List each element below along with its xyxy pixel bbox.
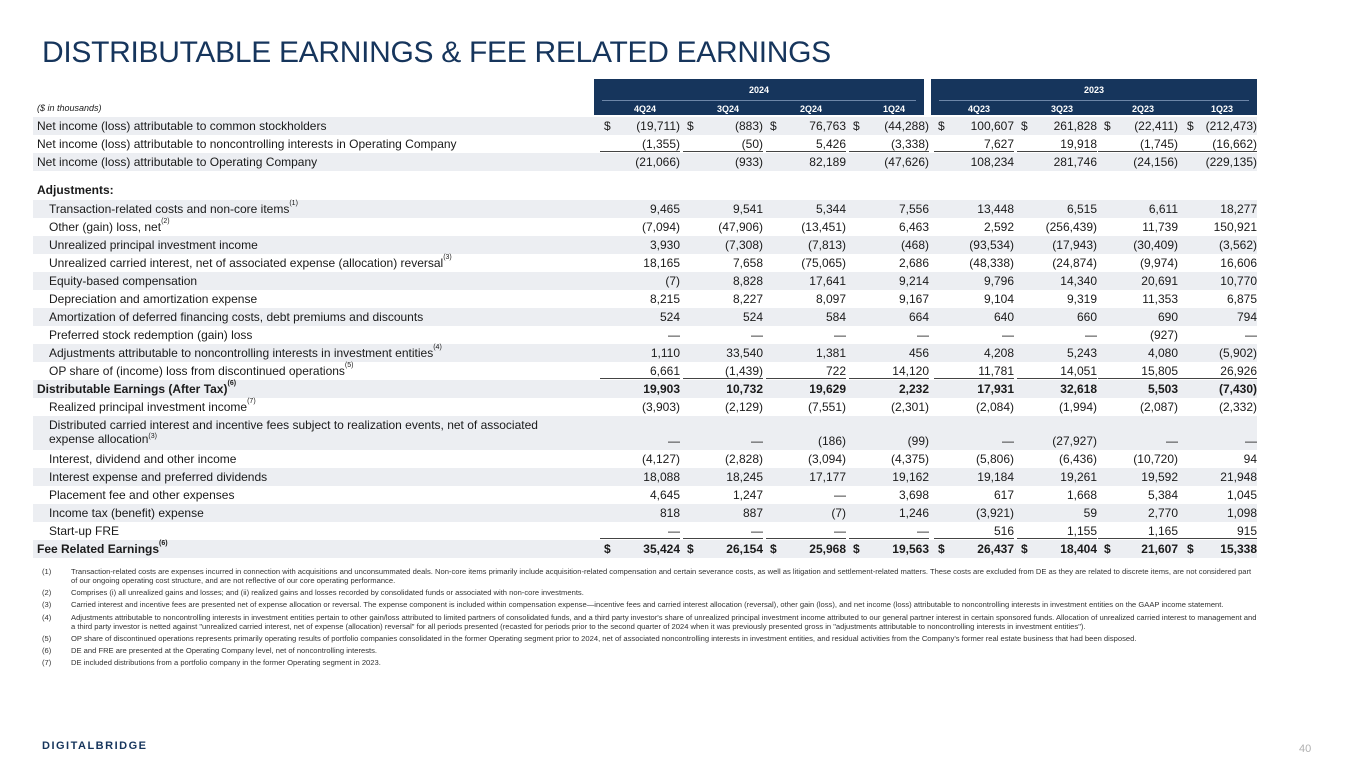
year-divider (602, 100, 916, 101)
cell-value: (2,087) (1139, 400, 1178, 414)
cell-value: (7,094) (641, 220, 680, 234)
cell-value: (883) (734, 119, 763, 133)
adjustments-heading: Adjustments: (37, 183, 114, 197)
cell-value: — (1085, 328, 1097, 342)
cell-value: 21,948 (1220, 470, 1257, 484)
cell-value: 818 (659, 506, 680, 520)
quarter-header-2Q24: 2Q24 (799, 104, 822, 114)
row-label: Placement fee and other expenses (49, 488, 235, 502)
cell-value: 887 (742, 506, 763, 520)
footnote-number: (4) (42, 612, 52, 622)
cell-value: 19,629 (809, 382, 846, 396)
cell-value: (75,065) (801, 256, 846, 270)
quarter-header-4Q24: 4Q24 (633, 104, 656, 114)
table-row (33, 308, 1257, 326)
cell-value: 26,926 (1177, 364, 1257, 379)
cell-value: 2,592 (983, 220, 1014, 234)
table-row (33, 254, 1257, 272)
cell-value: (2,084) (975, 400, 1014, 414)
cell-value: 9,541 (732, 202, 763, 216)
footnote-text: DE included distributions from a portfolio company in the former Operating segment in 2023. (71, 658, 381, 668)
cell-value: 19,918 (1017, 137, 1097, 152)
cell-value: 82,189 (809, 155, 846, 169)
cell-value: 15,805 (1098, 364, 1178, 379)
footnote (42, 600, 1257, 609)
footnote-text: OP share of discontinued operations represents primarily operating results of portfolio companies consolidated in the former Operating segment prior to 2024, net of associated noncontrolling interests in investment entities, and residual activities from the Company's former real estate business that had been disposed. (71, 633, 1137, 643)
dollar-sign: $ (938, 119, 945, 133)
cell-value: 14,051 (1017, 364, 1097, 379)
cell-value: 13,448 (977, 202, 1014, 216)
cell-value: 2,232 (898, 382, 929, 396)
table-row (33, 416, 1257, 450)
cell-value: 664 (908, 310, 929, 324)
dollar-sign: $ (687, 542, 694, 556)
cell-value: (3,094) (807, 452, 846, 466)
cell-value: (933) (734, 155, 763, 169)
cell-value: — (1166, 434, 1178, 448)
table-row (33, 153, 1257, 171)
digitalbridge-logo: DIGITALBRIDGE (42, 740, 148, 752)
table-row (33, 326, 1257, 344)
cell-value: — (1245, 434, 1257, 448)
cell-value: (5,902) (1218, 346, 1257, 360)
footnote-number: (3) (42, 600, 52, 610)
cell-value: (4,375) (890, 452, 929, 466)
cell-value: 6,875 (1226, 292, 1257, 306)
cell-value: 33,540 (726, 346, 763, 360)
cell-value: (48,338) (969, 256, 1014, 270)
row-label: Distributable Earnings (After Tax)$^{(6)}$ (37, 380, 237, 396)
cell-value: (99) (907, 434, 929, 448)
table-row (33, 504, 1257, 522)
cell-value: 19,903 (643, 382, 680, 396)
quarter-header-4Q23: 4Q23 (967, 104, 990, 114)
cell-value: 4,080 (1147, 346, 1178, 360)
cell-value: 584 (825, 310, 846, 324)
cell-value: — (668, 328, 680, 342)
cell-value: 6,661 (600, 364, 680, 379)
row-label: Amortization of deferred financing costs, debt premiums and discounts (49, 310, 424, 324)
quarter-header-3Q24: 3Q24 (716, 104, 739, 114)
cell-value: (21,066) (635, 155, 680, 169)
row-label: OP share of (income) loss from discontinued operations$^{(5)}$ (49, 362, 354, 378)
cell-value: (24,156) (1133, 155, 1178, 169)
cell-value: (5,806) (975, 452, 1014, 466)
cell-value: 1,098 (1226, 506, 1257, 520)
cell-value: (7,430) (1218, 382, 1257, 396)
row-label: Adjustments attributable to noncontrolling interests in investment entities$^{(4)}$ (49, 344, 442, 360)
cell-value: (47,906) (718, 220, 763, 234)
table-row (33, 290, 1257, 308)
row-label: Equity-based compensation (49, 274, 198, 288)
cell-value: 17,177 (809, 470, 846, 484)
cell-value: (16,662) (1177, 137, 1257, 152)
dollar-sign: $ (853, 542, 860, 556)
cell-value: 19,162 (892, 470, 929, 484)
cell-value: 20,691 (1141, 274, 1178, 288)
cell-value: 18,088 (643, 470, 680, 484)
table-row (33, 236, 1257, 254)
table-row (33, 200, 1257, 218)
year-label: 2024 (748, 85, 770, 95)
cell-value: 261,828 (1053, 119, 1097, 133)
table-row (33, 398, 1257, 416)
cell-value: 7,556 (898, 202, 929, 216)
cell-value: (4,127) (641, 452, 680, 466)
cell-value: (6,436) (1058, 452, 1097, 466)
cell-value: 35,424 (643, 542, 680, 556)
cell-value: (1,355) (600, 137, 680, 152)
cell-value: 19,184 (977, 470, 1014, 484)
quarter-header-3Q23: 3Q23 (1050, 104, 1073, 114)
cell-value: 1,155 (1017, 524, 1097, 539)
year-label: 2023 (1083, 85, 1105, 95)
cell-value: (93,534) (969, 238, 1014, 252)
cell-value: 640 (993, 310, 1014, 324)
cell-value: 722 (766, 364, 846, 379)
cell-value: 9,465 (649, 202, 680, 216)
cell-value: (50) (683, 137, 763, 152)
cell-value: 1,110 (650, 346, 680, 360)
cell-value: (19,711) (636, 119, 680, 133)
cell-value: — (1002, 328, 1014, 342)
cell-value: 9,214 (898, 274, 929, 288)
table-row (33, 486, 1257, 504)
footnote-text: Comprises (i) all unrealized gains and losses; and (ii) realized gains and losses recorded by consolidated funds or associated with non-core investments. (71, 588, 584, 598)
cell-value: (212,473) (1205, 119, 1257, 133)
cell-value: 8,828 (732, 274, 763, 288)
cell-value: 1,246 (898, 506, 929, 520)
row-label: Distributed carried interest and incentive fees subject to realization events, net of associated expense allocation$^{(3)}$ (49, 418, 538, 446)
row-label: Transaction-related costs and non-core items$^{(1)}$ (49, 200, 298, 216)
cell-value: 617 (993, 488, 1014, 502)
cell-value: 5,503 (1147, 382, 1178, 396)
dollar-sign: $ (1021, 119, 1028, 133)
cell-value: 1,165 (1098, 524, 1178, 539)
year-header-2023 (931, 79, 1257, 115)
cell-value: — (1002, 434, 1014, 448)
footnote-number: (7) (42, 658, 52, 668)
dollar-sign: $ (1104, 119, 1111, 133)
footnote-text: DE and FRE are presented at the Operating Company level, net of noncontrolling interests. (71, 645, 378, 655)
row-label: Income tax (benefit) expense (49, 506, 204, 520)
cell-value: 456 (908, 346, 929, 360)
year-header-2024 (594, 79, 924, 115)
row-label: Fee Related Earnings$^{(6)}$ (37, 540, 168, 556)
cell-value: — (834, 488, 846, 502)
cell-value: (7,813) (807, 238, 846, 252)
cell-value: 2,686 (898, 256, 929, 270)
cell-value: 11,781 (934, 364, 1014, 379)
footnote (42, 567, 1257, 585)
cell-value: — (751, 328, 763, 342)
cell-value: 660 (1076, 310, 1097, 324)
table-row (33, 468, 1257, 486)
cell-value: 7,627 (934, 137, 1014, 152)
cell-value: (3,903) (641, 400, 680, 414)
cell-value: 524 (659, 310, 680, 324)
cell-value: — (1245, 328, 1257, 342)
cell-value: (2,332) (1218, 400, 1257, 414)
cell-value: 6,515 (1066, 202, 1097, 216)
cell-value: 5,426 (766, 137, 846, 152)
cell-value: — (600, 524, 680, 539)
cell-value: (186) (817, 434, 846, 448)
table-row (33, 540, 1257, 558)
footnote-ref: (3) (148, 433, 157, 440)
cell-value: (3,562) (1218, 238, 1257, 252)
footnote (42, 658, 1257, 667)
footnote-ref: (6) (227, 380, 237, 387)
cell-value: 8,215 (649, 292, 680, 306)
footnote-ref: (2) (161, 218, 170, 225)
cell-value: 4,208 (983, 346, 1014, 360)
cell-value: — (751, 434, 763, 448)
cell-value: (7,308) (724, 238, 763, 252)
row-label: Start-up FRE (49, 524, 120, 538)
row-label: Preferred stock redemption (gain) loss (49, 328, 253, 342)
cell-value: 10,732 (726, 382, 763, 396)
cell-value: (3,921) (975, 506, 1014, 520)
cell-value: 14,120 (849, 364, 929, 379)
cell-value: — (917, 328, 929, 342)
footnote-text: Adjustments attributable to noncontrolling interests in investment entities pertain to other gain/loss attributed to limited partners of consolidated funds, and a third party investor's share of unrealized principal investment income attributed to our general partner interest in certain sponsored funds. Allocation of unrealized carried interest to management and a third party investor is netted against "unrealized carried interest, net of expense (allocation) reversal" for all periods presented (recasted for periods prior to the second quarter of 2024 when it was previously presented gross in "adjustments attributable to noncontrolling interests in investment entities"). (71, 612, 1257, 631)
cell-value: 11,353 (1142, 292, 1178, 306)
cell-value: — (766, 524, 846, 539)
cell-value: 9,319 (1066, 292, 1097, 306)
cell-value: 94 (1243, 452, 1257, 466)
cell-value: (44,288) (884, 119, 929, 133)
cell-value: 11,739 (1142, 220, 1178, 234)
cell-value: 794 (1236, 310, 1257, 324)
cell-value: (256,439) (1045, 220, 1097, 234)
dollar-sign: $ (770, 119, 777, 133)
dollar-sign: $ (1187, 119, 1194, 133)
cell-value: — (668, 434, 680, 448)
quarter-header-2Q23: 2Q23 (1131, 104, 1154, 114)
cell-value: 16,606 (1220, 256, 1257, 270)
dollar-sign: $ (938, 542, 945, 556)
footnote-text: Carried interest and incentive fees are presented net of expense allocation or reversal. The expense component is included within compensation expense—incentive fees and carried interest allocation (reversal), other gain (loss), and net income (loss) attributable to noncontrolling interests in investment entities on the GAAP income statement. (71, 600, 1224, 610)
page-title: DISTRIBUTABLE EARNINGS & FEE RELATED EARNINGS (42, 36, 831, 69)
cell-value: 32,618 (1060, 382, 1097, 396)
row-label: Other (gain) loss, net$^{(2)}$ (49, 218, 170, 234)
cell-value: 100,607 (970, 119, 1014, 133)
row-label: Unrealized carried interest, net of associated expense (allocation) reversal$^{(3)}$ (49, 254, 452, 270)
table-row (33, 362, 1257, 380)
cell-value: (24,874) (1052, 256, 1097, 270)
dollar-sign: $ (1104, 542, 1111, 556)
cell-value: 108,234 (970, 155, 1014, 169)
footnote (42, 613, 1257, 631)
cell-value: — (683, 524, 763, 539)
cell-value: (30,409) (1133, 238, 1178, 252)
table-row (33, 218, 1257, 236)
footnote-ref: (5) (344, 362, 354, 369)
quarter-header-1Q23: 1Q23 (1210, 104, 1233, 114)
cell-value: 59 (1083, 506, 1097, 520)
row-label: Interest, dividend and other income (49, 452, 237, 466)
row-label: Net income (loss) attributable to common stockholders (37, 119, 327, 133)
cell-value: 9,104 (983, 292, 1014, 306)
cell-value: 7,658 (732, 256, 763, 270)
year-divider (939, 100, 1249, 101)
footnote-ref: (6) (159, 540, 168, 547)
cell-value: 14,340 (1060, 274, 1097, 288)
dollar-sign: $ (604, 119, 611, 133)
footnote-text: Transaction-related costs are expenses incurred in connection with acquisitions and unconsummated deals. Non-core items primarily include acquisition-related compensation and certain severance costs, as well as litigation and settlement-related matters. These costs are excluded from DE as they are related to discrete items, are not considered part of our ongoing operating cost structure, and are not reflective of our core operating performance. (71, 567, 1252, 585)
cell-value: 8,097 (815, 292, 846, 306)
footnote-ref: (7) (247, 398, 256, 405)
cell-value: 15,338 (1220, 542, 1257, 556)
cell-value: (927) (1149, 328, 1178, 342)
footnote-ref: (4) (433, 344, 442, 351)
cell-value: 1,381 (815, 346, 846, 360)
cell-value: (7) (665, 274, 680, 288)
cell-value: 76,763 (809, 119, 846, 133)
cell-value: 281,746 (1053, 155, 1097, 169)
cell-value: (47,626) (884, 155, 929, 169)
dollar-sign: $ (853, 119, 860, 133)
cell-value: 18,277 (1220, 202, 1257, 216)
footnote-ref: (1) (289, 200, 298, 207)
cell-value: 18,165 (643, 256, 680, 270)
table-row (33, 344, 1257, 362)
cell-value: (2,828) (724, 452, 763, 466)
cell-value: (27,927) (1052, 434, 1097, 448)
cell-value: 6,611 (1148, 202, 1178, 216)
footnote-number: (6) (42, 645, 52, 655)
row-label: Net income (loss) attributable to Operating Company (37, 155, 318, 169)
footnote-number: (1) (42, 567, 52, 576)
cell-value: (17,943) (1052, 238, 1097, 252)
footnote-number: (5) (42, 633, 52, 643)
cell-value: 1,247 (732, 488, 763, 502)
table-row (33, 522, 1257, 540)
cell-value: (3,338) (849, 137, 929, 152)
cell-value: 10,770 (1220, 274, 1257, 288)
row-label: Realized principal investment income$^{(7)}$ (49, 398, 256, 414)
cell-value: 26,154 (726, 542, 763, 556)
cell-value: 5,384 (1147, 488, 1178, 502)
cell-value: (22,411) (1134, 119, 1178, 133)
row-label: Depreciation and amortization expense (49, 292, 258, 306)
table-row (33, 135, 1257, 153)
dollar-sign: $ (1021, 542, 1028, 556)
cell-value: 915 (1177, 524, 1257, 539)
dollar-sign: $ (604, 542, 611, 556)
cell-value: (10,720) (1133, 452, 1178, 466)
dollar-sign: $ (687, 119, 694, 133)
cell-value: 25,968 (809, 542, 846, 556)
footnotes (42, 567, 1257, 670)
cell-value: (9,974) (1139, 256, 1178, 270)
cell-value: 150,921 (1213, 220, 1257, 234)
cell-value: 6,463 (898, 220, 929, 234)
cell-value: (1,745) (1098, 137, 1178, 152)
cell-value: 19,261 (1060, 470, 1097, 484)
table-row (33, 117, 1257, 135)
cell-value: 21,607 (1141, 542, 1178, 556)
cell-value: 5,243 (1066, 346, 1097, 360)
cell-value: 516 (934, 524, 1014, 539)
cell-value: 3,930 (649, 238, 680, 252)
cell-value: (2,129) (724, 400, 763, 414)
cell-value: 18,404 (1060, 542, 1097, 556)
footnote (42, 634, 1257, 643)
cell-value: (229,135) (1205, 155, 1257, 169)
cell-value: 18,245 (726, 470, 763, 484)
row-label: Unrealized principal investment income (49, 238, 258, 252)
cell-value: (7) (831, 506, 846, 520)
table-row (33, 272, 1257, 290)
cell-value: 1,045 (1226, 488, 1257, 502)
cell-value: 690 (1157, 310, 1178, 324)
units-note: ($ in thousands) (37, 103, 102, 113)
cell-value: 17,641 (809, 274, 846, 288)
cell-value: (13,451) (801, 220, 846, 234)
cell-value: (2,301) (890, 400, 929, 414)
cell-value: 2,770 (1147, 506, 1178, 520)
cell-value: 1,668 (1066, 488, 1097, 502)
cell-value: (1,439) (683, 364, 763, 379)
cell-value: 524 (742, 310, 763, 324)
table-row (33, 450, 1257, 468)
cell-value: 9,796 (983, 274, 1014, 288)
cell-value: (1,994) (1058, 400, 1097, 414)
cell-value: — (834, 328, 846, 342)
cell-value: 26,437 (977, 542, 1014, 556)
cell-value: 17,931 (977, 382, 1014, 396)
footnote-number: (2) (42, 588, 52, 598)
cell-value: 8,227 (732, 292, 763, 306)
quarter-header-1Q24: 1Q24 (882, 104, 905, 114)
footnote (42, 646, 1257, 655)
cell-value: 4,645 (649, 488, 680, 502)
row-label: Net income (loss) attributable to noncontrolling interests in Operating Company (37, 137, 457, 151)
table-row (33, 380, 1257, 398)
cell-value: 19,563 (892, 542, 929, 556)
dollar-sign: $ (770, 542, 777, 556)
page-number: 40 (1299, 743, 1312, 755)
cell-value: (7,551) (807, 400, 846, 414)
dollar-sign: $ (1187, 542, 1194, 556)
footnote-ref: (3) (443, 254, 452, 261)
cell-value: 19,592 (1141, 470, 1178, 484)
cell-value: 9,167 (898, 292, 929, 306)
footnote (42, 588, 1257, 597)
row-label: Interest expense and preferred dividends (49, 470, 268, 484)
cell-value: 3,698 (898, 488, 929, 502)
cell-value: 5,344 (815, 202, 846, 216)
cell-value: — (849, 524, 929, 539)
cell-value: (468) (900, 238, 929, 252)
